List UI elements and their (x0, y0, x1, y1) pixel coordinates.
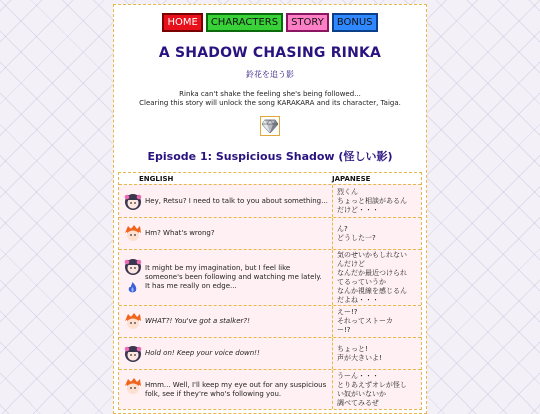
page-title: A SHADOW CHASING RINKA (158, 45, 382, 61)
description-line-2: Clearing this story will unlock the song KARAKARA and its character, Taiga. (139, 99, 401, 107)
english-line: Hold on! Keep your voice down!! (145, 349, 260, 357)
dialogue-row (119, 369, 421, 409)
flame-icon (128, 282, 137, 294)
dialogue-row (119, 249, 421, 305)
english-line: Hey, Retsu? I need to talk to you about something... (145, 196, 328, 205)
dialogue-header (119, 173, 421, 184)
description-line-1: Rinka can't shake the feeling she's being followed... (179, 90, 361, 98)
japanese-line: ん? どうした一? (332, 218, 421, 249)
dialogue-row (119, 305, 421, 337)
retsu-avatar-icon (119, 218, 145, 249)
dialogue-row (119, 337, 421, 369)
page-title-japanese: 鈴花を追う影 (246, 70, 294, 79)
rinka-avatar-icon (119, 250, 145, 305)
english-line: WHAT?! You've got a stalker?! (145, 317, 250, 325)
dialogue-table (118, 172, 422, 410)
column-english: ENGLISH (139, 175, 174, 183)
english-line: It might be my imagination, but I feel like someone's been following and watching me lately. It has me really on edge... (145, 264, 322, 290)
story-description (114, 90, 426, 108)
content-panel (113, 4, 427, 414)
episode-title: Episode 1: Suspicious Shadow (怪しい影) (147, 150, 393, 163)
dialogue-row (119, 217, 421, 249)
japanese-line: ちょっと! 声が大きいよ! (332, 338, 421, 369)
japanese-line: えー!? それってストーカ ー!? (332, 306, 421, 337)
rinka-avatar-icon (119, 185, 145, 217)
english-line: Hmm... Well, I'll keep my eye out for any suspicious folk, see if they're who's following you. (145, 380, 327, 398)
japanese-line: 烈くん ちょっと相談があるん だけど・・・ (332, 185, 421, 217)
unlock-gem (260, 116, 280, 136)
nav-home-button[interactable]: HOME (162, 13, 202, 32)
rinka-avatar-icon (119, 338, 145, 369)
retsu-avatar-icon (119, 306, 145, 337)
column-japanese: JAPANESE (332, 175, 371, 183)
english-line: Hm? What's wrong? (145, 229, 215, 237)
japanese-line: うーん・・・ とりあえずオレが怪し い奴がいないか 調べてみるぜ (332, 370, 421, 409)
dialogue-row (119, 184, 421, 217)
nav-bonus-button[interactable]: BONUS (332, 13, 378, 32)
nav-story-button[interactable]: STORY (286, 13, 329, 32)
japanese-line: 気のせいかもしれない んだけど なんだか最近つけられ てるっていうか なんか視線を感じるん だよね・・・ (332, 250, 421, 305)
retsu-avatar-icon (119, 370, 145, 409)
diamond-gem-icon (262, 119, 278, 133)
nav-characters-button[interactable]: CHARACTERS (206, 13, 283, 32)
top-nav (114, 13, 426, 32)
